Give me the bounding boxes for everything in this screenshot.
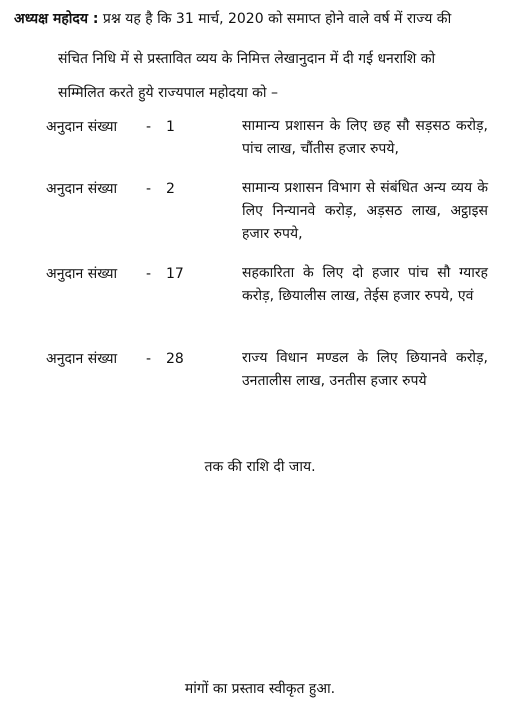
conclusion-text: तक की राशि दी जाय. xyxy=(204,459,316,475)
grant-number: 2 xyxy=(166,181,175,197)
grant-label: अनुदान संख्या xyxy=(46,181,118,197)
grant-dash: - xyxy=(146,181,152,197)
grant-number: 17 xyxy=(166,266,184,282)
grant-description: सामान्य प्रशासन विभाग से संबंधित अन्य व्यय के लिए निन्यानवे करोड़, अड़सठ लाख, अट्ठाइस हजार रुपये, xyxy=(242,180,488,242)
speaker-label: अध्यक्ष महोदय : xyxy=(14,11,99,27)
grant-description: सामान्य प्रशासन के लिए छह सौ सड़सठ करोड़, पांच लाख, चौंतीस हजार रुपये, xyxy=(242,118,488,157)
intro-line-1 xyxy=(14,10,451,28)
result-text: मांगों का प्रस्ताव स्वीकृत हुआ. xyxy=(184,681,336,697)
grant-description: राज्य विधान मण्डल के लिए छियानवे करोड़, उनतालीस लाख, उनतीस हजार रुपये xyxy=(242,350,488,389)
grant-number: 1 xyxy=(166,119,175,135)
grant-description: सहकारिता के लिए दो हजार पांच सौ ग्यारह करोड़, छियालीस लाख, तेईस हजार रुपये, एवं xyxy=(242,265,488,304)
grant-dash: - xyxy=(146,351,152,367)
grant-number: 28 xyxy=(166,351,184,367)
grant-label: अनुदान संख्या xyxy=(46,351,118,367)
grant-dash: - xyxy=(146,119,152,135)
grant-label: अनुदान संख्या xyxy=(46,266,118,282)
intro-text-1: प्रश्न यह है कि 31 मार्च, 2020 को समाप्त होने वाले वर्ष में राज्य की xyxy=(102,11,452,27)
grant-label: अनुदान संख्या xyxy=(46,119,118,135)
grant-dash: - xyxy=(146,266,152,282)
intro-line-3: सम्मिलित करते हुये राज्यपाल महोदया को – xyxy=(58,85,278,101)
intro-line-2: संचित निधि में से प्रस्तावित व्यय के निमित्त लेखानुदान में दी गई धनराशि को xyxy=(58,51,436,67)
